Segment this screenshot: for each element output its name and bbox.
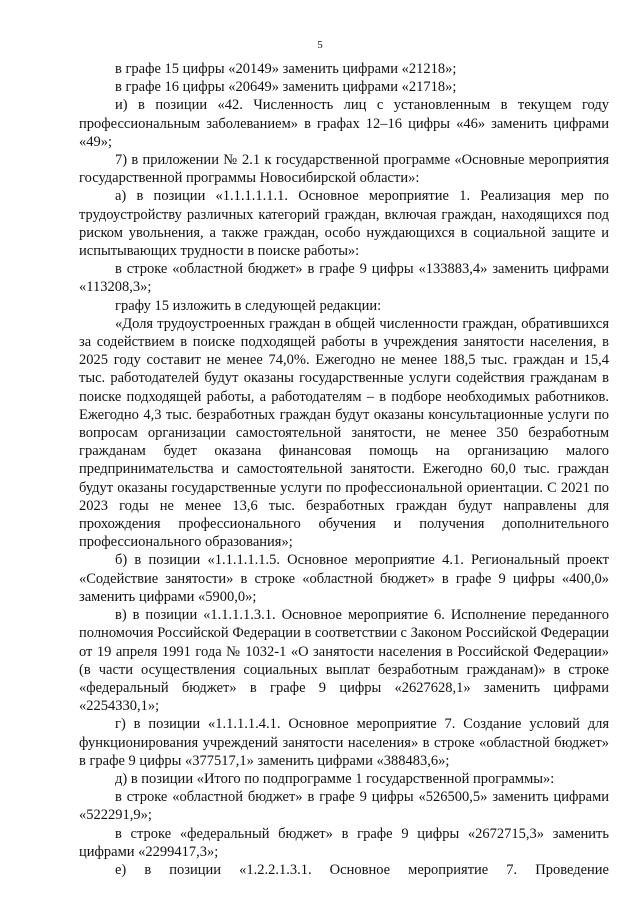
paragraph: «Доля трудоустроенных граждан в общей численности граждан, обратившихся за содействием в поиске подходящей работы в учреждения занятости населения, в 2025 году составит не менее 74,0%. Ежегодно не менее 188,5 тыс. граждан и 15,4 тыс. работодателей будут оказаны государственные услуги содействия гражданам в поиске подходящей работы, а работодателям – в подборе необходимых работников. Ежегодно 4,3 тыс. безработных граждан будут оказаны консультационные услуги по вопросам организации самостоятельной занятости, не менее 350 безработным гражданам будет оказана финансовая помощь на организацию малого предпринимательства и самостоятельной занятости. Ежегодно 60,0 тыс. граждан будут оказаны государственные услуги по профессиональной ориентации. С 2021 по 2023 годы не менее 13,6 тыс. безработных граждан будут направлены для прохождения профессионального обучения и получения дополнительного профессионального образования»; bbox=[79, 315, 609, 551]
paragraph: а) в позиции «1.1.1.1.1.1. Основное мероприятие 1. Реализация мер по трудоустройству различных категорий граждан, включая граждан, находящихся под риском увольнения, а также граждан, особо нуждающихся в социальной защите и испытывающих трудности в поиске работы»: bbox=[79, 188, 609, 260]
document-body bbox=[79, 60, 609, 879]
paragraph: в графе 15 цифры «20149» заменить цифрами «21218»; bbox=[115, 61, 457, 77]
paragraph: в графе 16 цифры «20649» заменить цифрами «21718»; bbox=[115, 79, 457, 96]
paragraph: 7) в приложении № 2.1 к государственной программе «Основные мероприятия государственной программы Новосибирской области»: bbox=[79, 152, 609, 187]
paragraph: в) в позиции «1.1.1.1.3.1. Основное мероприятие 6. Исполнение переданного полномочия Российской Федерации в соответствии с Законом Российской Федерации от 19 апреля 1991 года № 1032-1 «О занятости населения в Российской Федерации» (в части осуществления социальных выплат безработным гражданам)» в строке «федеральный бюджет» в графе 9 цифры «2627628,1» заменить цифрами «2254330,1»; bbox=[79, 607, 609, 715]
paragraph: графу 15 изложить в следующей редакции: bbox=[115, 297, 382, 314]
paragraph: в строке «федеральный бюджет» в графе 9 цифры «2672715,3» заменить цифрами «2299417,3»; bbox=[79, 825, 609, 860]
page-number: 5 bbox=[317, 39, 323, 51]
paragraph: в строке «областной бюджет» в графе 9 цифры «526500,5» заменить цифрами «522291,9»; bbox=[79, 789, 609, 824]
paragraph: д) в позиции «Итого по подпрограмме 1 государственной программы»: bbox=[115, 770, 555, 787]
paragraph: б) в позиции «1.1.1.1.1.5. Основное мероприятие 4.1. Региональный проект «Содействие занятости» в строке «областной бюджет» в графе 9 цифры «400,0» заменить цифрами «5900,0»; bbox=[79, 552, 609, 605]
paragraph: е) в позиции «1.2.2.1.3.1. Основное мероприятие 7. Проведение bbox=[115, 861, 609, 878]
paragraph: и) в позиции «42. Численность лиц с установленным в текущем году профессиональным заболеванием» в графах 12–16 цифры «46» заменить цифрами «49»; bbox=[79, 97, 609, 150]
paragraph: в строке «областной бюджет» в графе 9 цифры «133883,4» заменить цифрами «113208,3»; bbox=[79, 261, 609, 296]
paragraph: г) в позиции «1.1.1.1.4.1. Основное мероприятие 7. Создание условий для функционирования учреждений занятости населения» в строке «областной бюджет» в графе 9 цифры «377517,1» заменить цифрами «388483,6»; bbox=[79, 716, 609, 769]
